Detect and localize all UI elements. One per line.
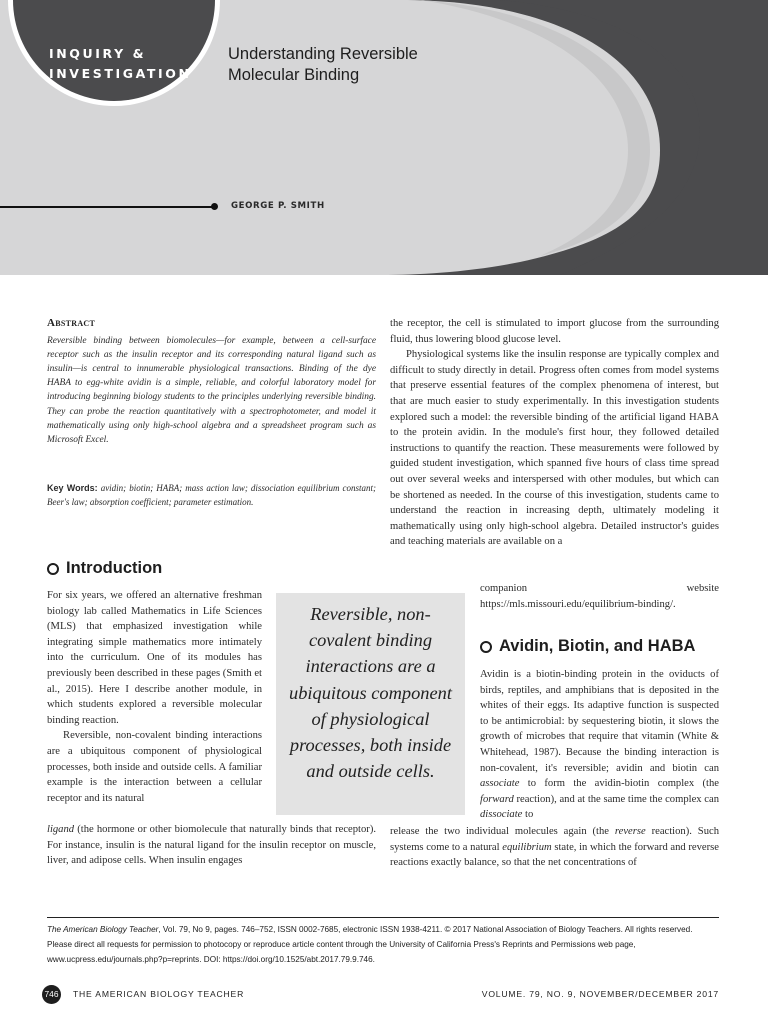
section-tag-line2: INVESTIGATION (49, 66, 192, 81)
keywords-label: Key Words: (47, 483, 98, 493)
page-number-badge: 746 (42, 985, 61, 1004)
citation-text: , Vol. 79, No 9, pages. 746–752, ISSN 0002-7685, electronic ISSN 1938-4211. © 2017 National Association of Biology Teachers. All rights reserved. Please direct all requests for permission to photocopy or reproduce article content through the University of California Press's Reprints and Permissions web page, www.ucpress.edu/journals.php?p=reprints. DOI: https://doi.org/10.1525/abt.2017.79.9.746. (47, 925, 693, 964)
introduction-para1: For six years, we offered an alternative freshman biology lab called Mathematics in Life Sciences (MLS) that emphasized investigation while integrating simple mathematics more intimately into the curriculum. One of its modules has previously been described in these pages (Smith et al., 2015). Here I describe another module, in which students explored a reversible molecular binding reaction. (47, 590, 262, 726)
avidin-text-a: Avidin is a biotin-binding protein in the oviducts of birds, reptiles, and amphibians that is deposited in the whites of their eggs. Its adaptive function is suspected to be antimicrobial: by sequestering biotin, it slows the growth of microbes that require that vitamin (White & Whitehead, 1987). Because the binding interaction is non-covalent, it's reversible; avidin and biotin can (480, 669, 719, 774)
forward-term: forward (480, 793, 514, 805)
dissociate-term: dissociate (480, 809, 523, 821)
footer-issue-info: VOLUME. 79, NO. 9, NOVEMBER/DECEMBER 2017 (481, 989, 719, 999)
page-footer (44, 985, 719, 1003)
introduction-heading (47, 559, 162, 578)
introduction-para2-cont-text: (the hormone or other biomolecule that naturally binds that receptor). For instance, insulin is the natural ligand for the insulin receptor on muscle, liver, and adipose cells. When insulin engages (47, 824, 376, 867)
abstract-block (47, 316, 376, 447)
section-tag (49, 44, 192, 84)
companion-website-text: companion website https://mls.missouri.edu/equilibrium-binding/. (480, 583, 719, 610)
pull-quote: Reversible, non-covalent binding interactions are a ubiquitous component of physiological processes, both inside and outside cells. (276, 593, 465, 815)
citation-block (47, 922, 719, 967)
article-title (228, 44, 418, 86)
avidin-para (480, 667, 719, 823)
footer-journal-name: THE AMERICAN BIOLOGY TEACHER (73, 989, 245, 999)
avidin-heading-text: Avidin, Biotin, and HABA (499, 637, 696, 655)
article-header (0, 0, 768, 275)
introduction-para2: Reversible, non-covalent binding interactions are a ubiquitous component of physiological processes, both inside and outside cells. A familiar example is the interaction between a cellular receptor and its natural (47, 730, 262, 804)
section-circle-icon (47, 563, 59, 575)
author-name: GEORGE P. SMITH (231, 201, 325, 211)
ligand-term: ligand (47, 824, 75, 835)
avidin-full-b: reaction). Such systems come to a natural (390, 826, 719, 853)
abstract-heading: Abstract (47, 317, 96, 329)
citation-journal: The American Biology Teacher (47, 925, 159, 934)
header-decoration (0, 0, 768, 275)
introduction-heading-text: Introduction (66, 559, 163, 577)
avidin-text-c: reaction), and at the same time the complex can (513, 793, 719, 805)
associate-term: associate (480, 778, 520, 790)
avidin-full-c: state, in which the forward and reverse reactions exactly balance, so that the net concentrations of (390, 841, 719, 869)
keywords-block (47, 482, 376, 510)
avidin-heading (480, 637, 695, 656)
abstract-body: Reversible binding between biomolecules—for example, between a cell-surface receptor such as the insulin receptor and its corresponding natural ligand such as insulin—is central to innumerable physiological transactions. Binding of the dye HABA to egg-white avidin is a simple, reliable, and colorful laboratory model for introducing beginning biology students to the principles underlying reversible binding. They can probe the reaction quantitatively with a spectrophotometer, and model it mathematically using only high-school algebra and a spreadsheet program such as Microsoft Excel. (47, 335, 376, 446)
footer-rule (47, 917, 719, 918)
section-tag-line1: INQUIRY & (49, 46, 147, 61)
author-rule (0, 206, 213, 208)
section-circle-icon (480, 641, 492, 653)
reverse-term: reverse (614, 826, 646, 837)
avidin-para-cont (390, 824, 719, 871)
avidin-body (480, 667, 719, 823)
avidin-text-b: to form the avidin-biotin complex (the (519, 778, 719, 790)
right-para3: Physiological systems like the insulin response are typically complex and difficult to study directly in detail. Progress often comes from model systems that preserve essential features of the complex phenomena of interest, but that are much easier to study experimentally. In this investigation students explored such a model: the reversible binding of the artificial ligand HABA to the protein avidin. In the module's first hour, they followed detailed instructions to quantify the reaction. These measurements were followed by guided student investigation, which spanned five hours of class time spread out over several weeks and interspersed with other modules, but which can be shortened as needed. In the course of this investigation, students came to understand the reaction in increasing depth, ultimately modeling it mathematically using only high-school algebra. Detailed instructor's guides and teaching materials are available on a (390, 349, 719, 548)
keywords-list: avidin; biotin; HABA; mass action law; dissociation equilibrium constant; Beer's law; absorption coefficient; parameter estimation. (47, 483, 377, 507)
article-title-line2: Molecular Binding (228, 66, 360, 84)
avidin-full-a: release the two individual molecules again (the (390, 826, 615, 837)
article-title-line1: Understanding Reversible (228, 45, 418, 63)
equilibrium-term: equilibrium (502, 841, 552, 853)
avidin-continuation (390, 824, 719, 871)
author-dot (211, 203, 218, 210)
avidin-text-d: to (522, 809, 534, 821)
right-column-body (390, 316, 719, 550)
introduction-para2-cont (47, 822, 376, 869)
introduction-body (47, 588, 262, 806)
right-continuation: the receptor, the cell is stimulated to import glucose from the surrounding fluid, thus lowering blood glucose level. (390, 318, 719, 345)
introduction-continuation (47, 822, 376, 869)
